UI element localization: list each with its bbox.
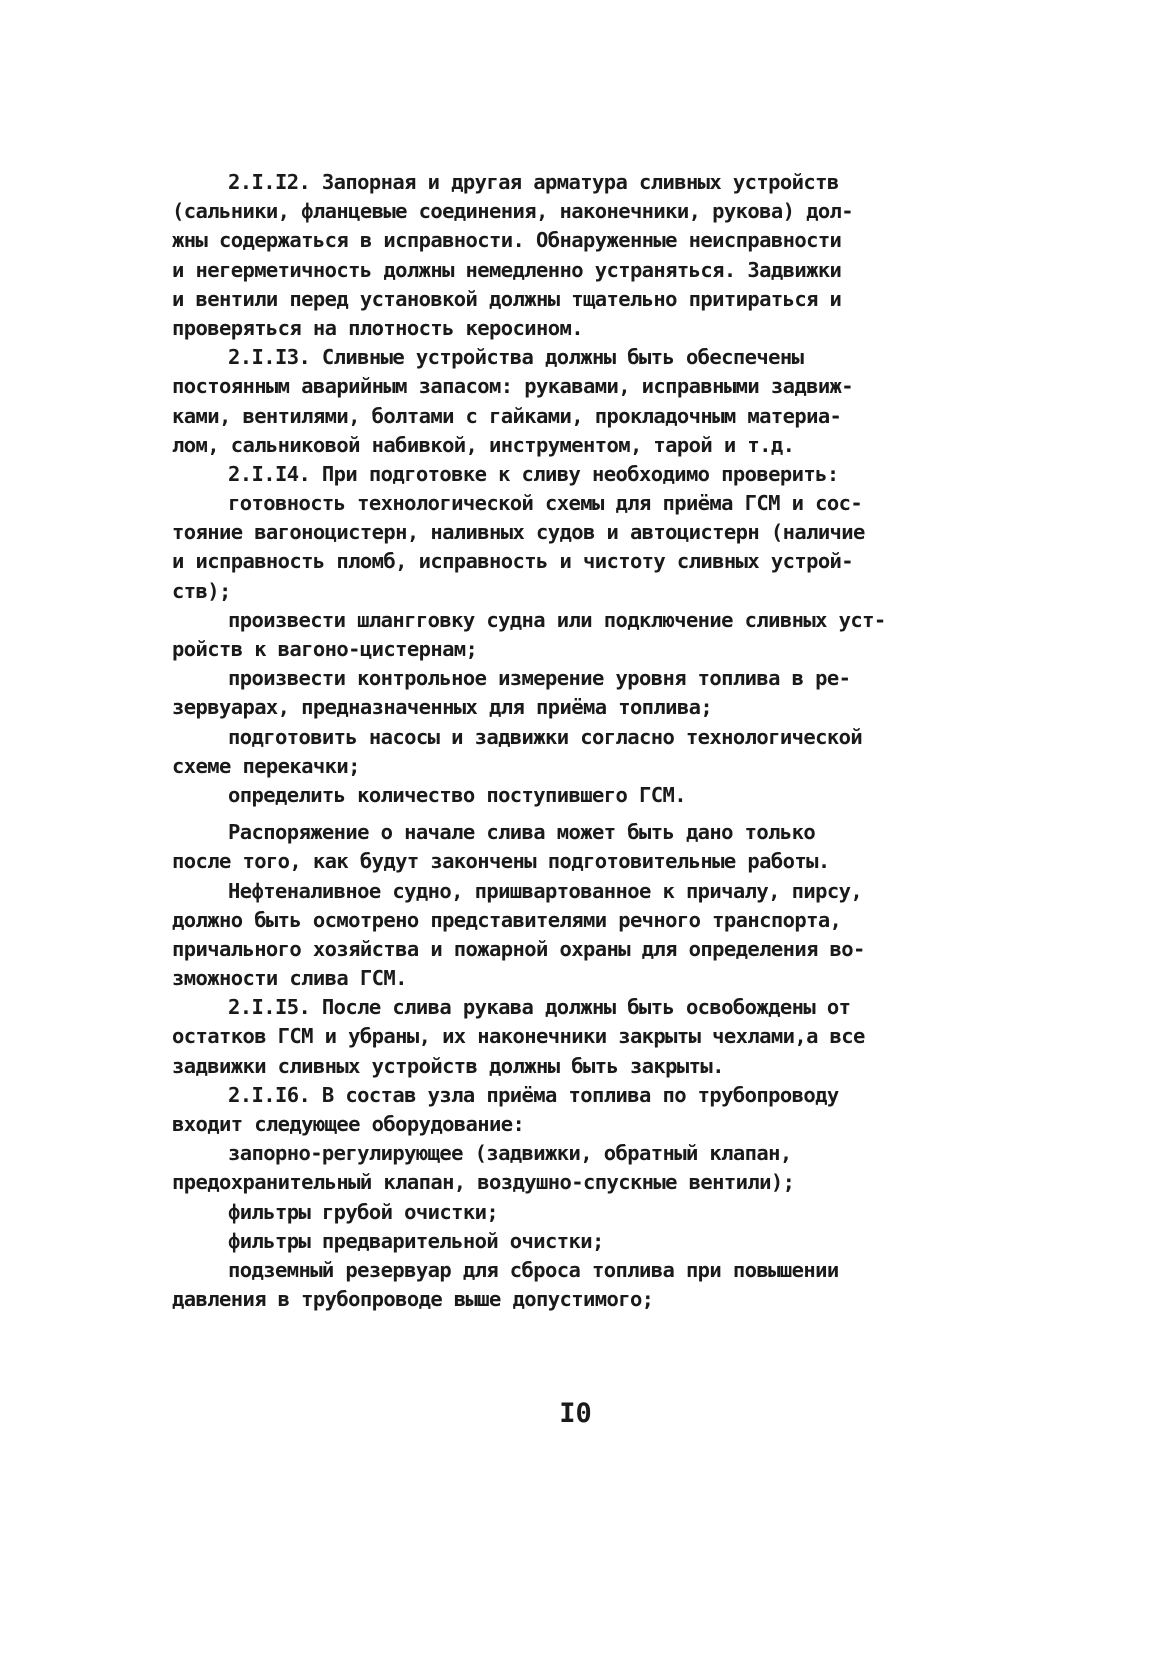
text-line: задвижки сливных устройств должны быть закрыты.: [172, 1053, 724, 1078]
text-line: 2.I.I4. При подготовке к сливу необходимо проверить:: [228, 461, 839, 486]
text-line: 2.I.I2. Запорная и другая арматура сливных устройств: [228, 170, 839, 194]
text-line: схеме перекачки;: [172, 753, 360, 778]
text-line: проверяться на плотность керосином.: [172, 315, 583, 340]
text-line: фильтры предварительной очистки;: [228, 1228, 604, 1253]
text-line: подземный резервуар для сброса топлива при повышении: [228, 1257, 839, 1282]
text-line: зможности слива ГСМ.: [172, 966, 407, 991]
text-line: (сальники, фланцевые соединения, наконечники, рукова) дол-: [172, 199, 854, 224]
text-line: должно быть осмотрено представителями речного транспорта,: [172, 907, 842, 932]
text-line: и исправность пломб, исправность и чистоту сливных устрой-: [172, 549, 854, 574]
text-line: после того, как будут закончены подготовительные работы.: [172, 849, 830, 874]
text-line: причального хозяйства и пожарной охраны для определения во-: [172, 936, 865, 961]
text-line: входит следующее оборудование:: [172, 1112, 525, 1136]
text-line: тояние вагоноцистерн, наливных судов и автоцистерн (наличие: [172, 520, 865, 545]
text-line: готовность технологической схемы для приёма ГСМ и сос-: [228, 491, 863, 516]
text-line: жны содержаться в исправности. Обнаруженные неисправности: [172, 228, 842, 253]
text-line: предохранительный клапан, воздушно-спускные вентили);: [172, 1170, 795, 1195]
text-line: и вентили перед установкой должны тщательно притираться и: [172, 286, 842, 311]
text-line: постоянным аварийным запасом: рукавами, исправными задвиж-: [172, 374, 854, 399]
text-line: Нефтеналивное судно, пришвартованное к причалу, пирсу,: [228, 878, 863, 903]
text-line: 2.I.I6. В состав узла приёма топлива по трубопроводу: [228, 1082, 839, 1107]
text-line: ройств к вагоно-цистернам;: [172, 637, 478, 661]
text-line: ками, вентилями, болтами с гайками, прокладочным материа-: [172, 403, 842, 428]
text-line: ств);: [172, 578, 231, 603]
text-line: Распоряжение о начале слива может быть дано только: [228, 820, 816, 845]
text-line: подготовить насосы и задвижки согласно технологической: [228, 724, 863, 749]
text-line: 2.I.I3. Сливные устройства должны быть обеспечены: [228, 345, 804, 370]
text-line: давления в трубопроводе выше допустимого;: [172, 1287, 654, 1312]
text-line: и негерметичность должны немедленно устраняться. Задвижки: [172, 257, 842, 282]
text-line: зервуарах, предназначенных для приёма топлива;: [172, 695, 713, 720]
text-line: произвести контрольное измерение уровня топлива в ре-: [228, 666, 851, 691]
text-line: произвести шлангговку судна или подключение сливных уст-: [228, 607, 886, 632]
text-line: 2.I.I5. После слива рукава должны быть освобождены от: [228, 995, 851, 1020]
text-line: определить количество поступившего ГСМ.: [228, 782, 686, 807]
page-number: I0: [559, 1398, 592, 1429]
text-line: фильтры грубой очистки;: [228, 1199, 499, 1224]
text-line: лом, сальниковой набивкой, инструментом, тарой и т.д.: [172, 432, 795, 457]
text-line: остатков ГСМ и убраны, их наконечники закрыты чехлами,а все: [172, 1024, 865, 1049]
text-line: запорно-регулирующее (задвижки, обратный клапан,: [228, 1141, 792, 1166]
body-text: [172, 168, 932, 1314]
